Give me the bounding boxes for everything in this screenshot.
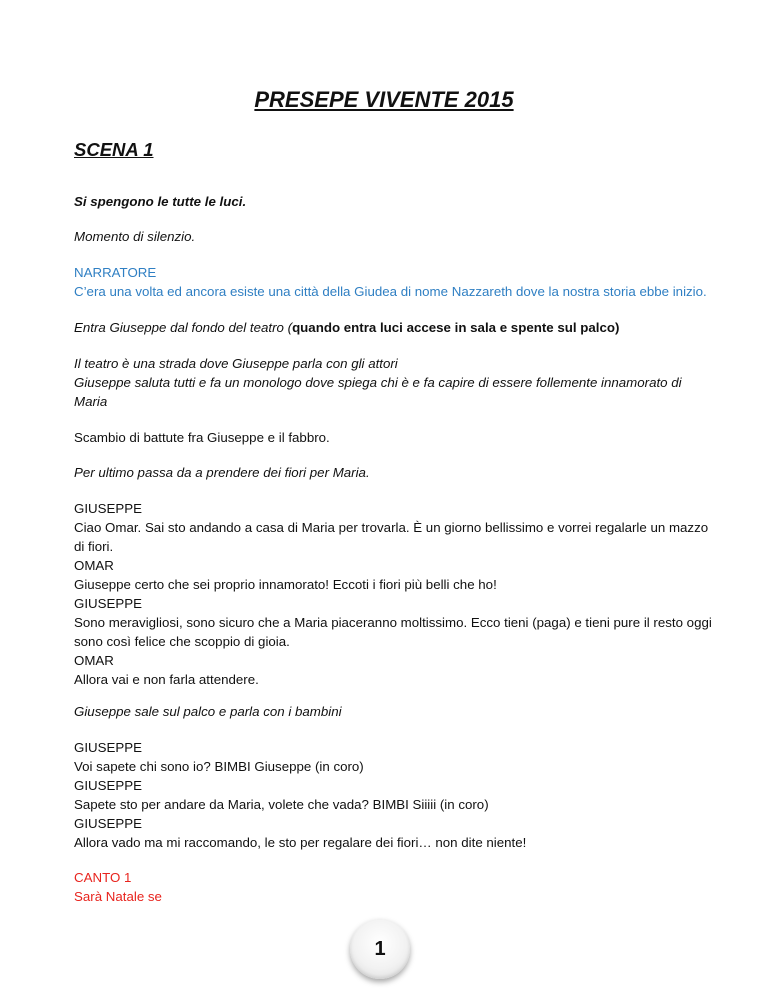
stage-direction-street	[74, 354, 714, 411]
enter-text: Entra Giuseppe dal fondo del teatro (	[74, 320, 293, 335]
dialogue-block-1	[74, 499, 714, 689]
narrator-label: NARRATORE	[74, 265, 157, 280]
dialogue-line: Voi sapete chi sono io? BIMBI Giuseppe (in coro)	[74, 759, 364, 774]
song-label: CANTO 1	[74, 870, 132, 885]
speaker-label: GIUSEPPE	[74, 816, 142, 831]
narrator-block	[74, 263, 714, 301]
stage-direction-flowers: Per ultimo passa da a prendere dei fiori per Maria.	[74, 465, 370, 480]
page-number-badge: 1	[350, 919, 410, 979]
song-title: Sarà Natale se	[74, 889, 162, 904]
dialogue-line: Allora vado ma mi raccomando, le sto per regalare dei fiori… non dite niente!	[74, 835, 527, 850]
narrator-line: C’era una volta ed ancora esiste una città della Giudea di nome Nazzareth dove la nostra storia ebbe inizio.	[74, 284, 707, 299]
speaker-label: OMAR	[74, 558, 114, 573]
enter-lighting-note: quando entra luci accese in sala e spente sul palco)	[292, 320, 620, 335]
street-line-2: Giuseppe saluta tutti e fa un monologo dove spiega chi è e fa capire di essere follemente innamorato di Maria	[74, 375, 682, 409]
speaker-label: GIUSEPPE	[74, 740, 142, 755]
dialogue-line: Giuseppe certo che sei proprio innamorato! Eccoti i fiori più belli che ho!	[74, 577, 497, 592]
speaker-label: GIUSEPPE	[74, 501, 142, 516]
dialogue-line: Allora vai e non farla attendere.	[74, 672, 259, 687]
speaker-label: GIUSEPPE	[74, 778, 142, 793]
exchange-note: Scambio di battute fra Giuseppe e il fabbro.	[74, 430, 330, 445]
stage-direction-lights: Si spengono le tutte le luci.	[74, 194, 247, 209]
song-block	[74, 868, 714, 906]
speaker-label: GIUSEPPE	[74, 596, 142, 611]
scene-heading: SCENA 1	[74, 139, 154, 160]
stage-direction-silence: Momento di silenzio.	[74, 229, 196, 244]
dialogue-line: Sapete sto per andare da Maria, volete che vada? BIMBI Siiiii (in coro)	[74, 797, 489, 812]
stage-direction-children: Giuseppe sale sul palco e parla con i bambini	[74, 704, 342, 719]
document-title: PRESEPE VIVENTE 2015	[254, 87, 514, 112]
dialogue-line: Ciao Omar. Sai sto andando a casa di Maria per trovarla. È un giorno bellissimo e vorrei regalarle un mazzo di fiori.	[74, 520, 709, 554]
dialogue-line: Sono meravigliosi, sono sicuro che a Maria piaceranno moltissimo. Ecco tieni (paga) e tieni pure il resto oggi sono così felice che scoppio di gioia.	[74, 615, 712, 649]
street-line-1: Il teatro è una strada dove Giuseppe parla con gli attori	[74, 356, 398, 371]
speaker-label: OMAR	[74, 653, 114, 668]
dialogue-block-2	[74, 738, 714, 852]
stage-direction-enter	[74, 318, 714, 337]
